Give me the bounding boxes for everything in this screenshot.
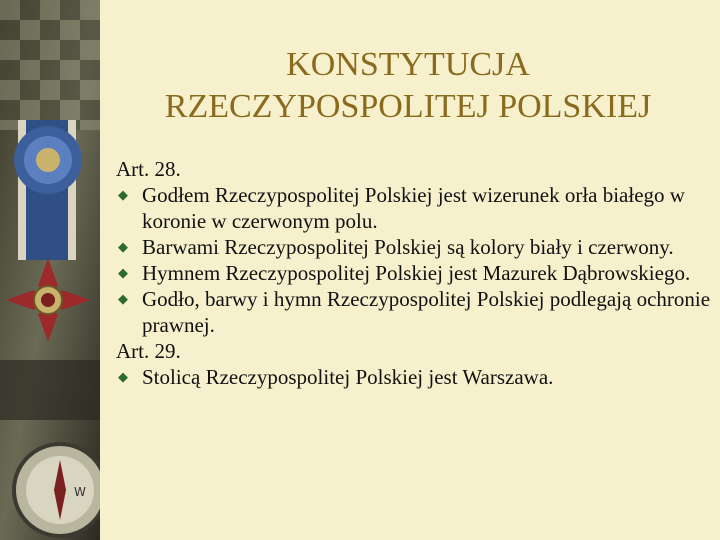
svg-text:W: W (74, 485, 86, 499)
title-line-2: RZECZYPOSPOLITEJ POLSKIEJ (164, 88, 652, 125)
list-item (116, 182, 716, 234)
list-item-text: Hymnem Rzeczypospolitej Polskiej jest Mazurek Dąbrowskiego. (142, 261, 691, 285)
diamond-bullet-icon: ◆ (118, 187, 128, 202)
list-item-text: Godło, barwy i hymn Rzeczypospolitej Polskiej podlegają ochronie prawnej. (142, 287, 711, 337)
diamond-bullet-icon: ◆ (118, 369, 128, 384)
slide-content (116, 156, 716, 390)
list-item (116, 286, 716, 338)
slide-title (108, 44, 708, 128)
list-item-text: Barwami Rzeczypospolitej Polskiej są kolory biały i czerwony. (142, 235, 674, 259)
list-item (116, 234, 716, 260)
medal-and-compass-image (0, 0, 100, 540)
diamond-bullet-icon: ◆ (118, 291, 128, 306)
diamond-bullet-icon: ◆ (118, 239, 128, 254)
article-heading: Art. 29. (116, 339, 181, 363)
list-item (116, 260, 716, 286)
list-item (116, 364, 716, 390)
list-item-text: Godłem Rzeczypospolitej Polskiej jest wizerunek orła białego w koronie w czerwonym polu. (142, 183, 685, 233)
diamond-bullet-icon: ◆ (118, 265, 128, 280)
article-heading: Art. 28. (116, 157, 181, 181)
list-item-text: Stolicą Rzeczypospolitej Polskiej jest Warszawa. (142, 365, 554, 389)
title-line-1: KONSTYTUCJA (286, 46, 530, 83)
